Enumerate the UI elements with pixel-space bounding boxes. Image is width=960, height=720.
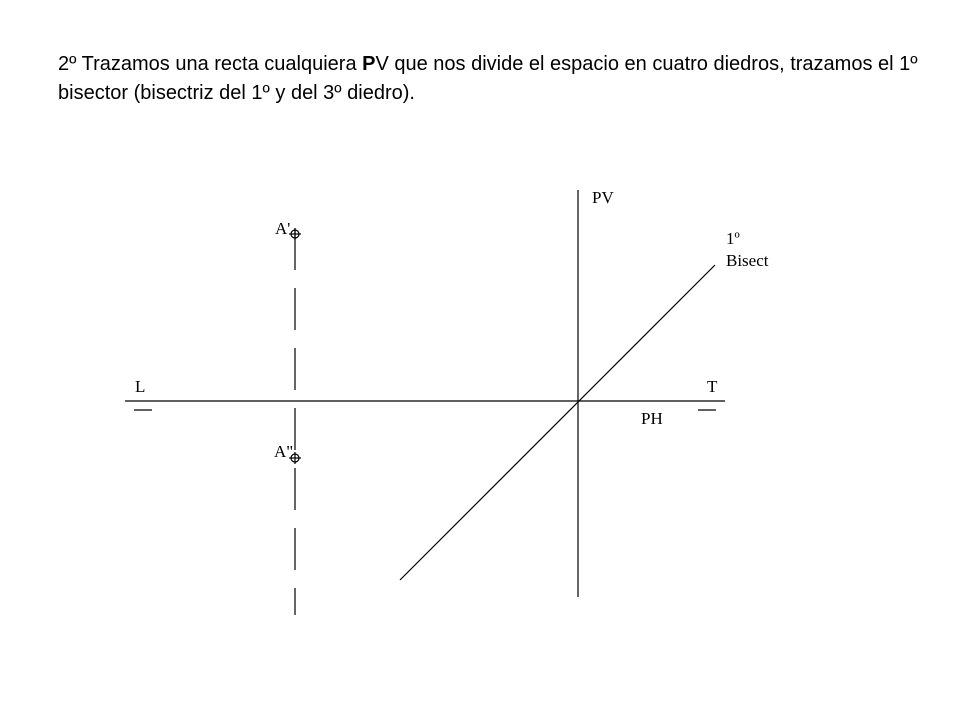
a-prime-point bbox=[289, 228, 301, 240]
label-bisector-line2: Bisect bbox=[726, 251, 769, 270]
label-ph: PH bbox=[641, 409, 663, 428]
label-l: L bbox=[135, 377, 146, 396]
caption-bold-letter: P bbox=[362, 53, 376, 75]
caption-part1: 2º Trazamos una recta cualquiera bbox=[58, 53, 363, 75]
label-t: T bbox=[707, 377, 718, 396]
label-a-double-prime: A" bbox=[274, 442, 294, 461]
label-pv: PV bbox=[592, 188, 614, 207]
label-a-prime: A' bbox=[275, 219, 291, 238]
label-bisector-line1: 1º bbox=[726, 229, 740, 248]
bisector-line bbox=[400, 265, 715, 580]
caption-part2: V que nos divide el espacio en cuatro diedros, trazamos el 1º bisector (bisectriz del 1º y del 3º diedro). bbox=[58, 53, 918, 104]
